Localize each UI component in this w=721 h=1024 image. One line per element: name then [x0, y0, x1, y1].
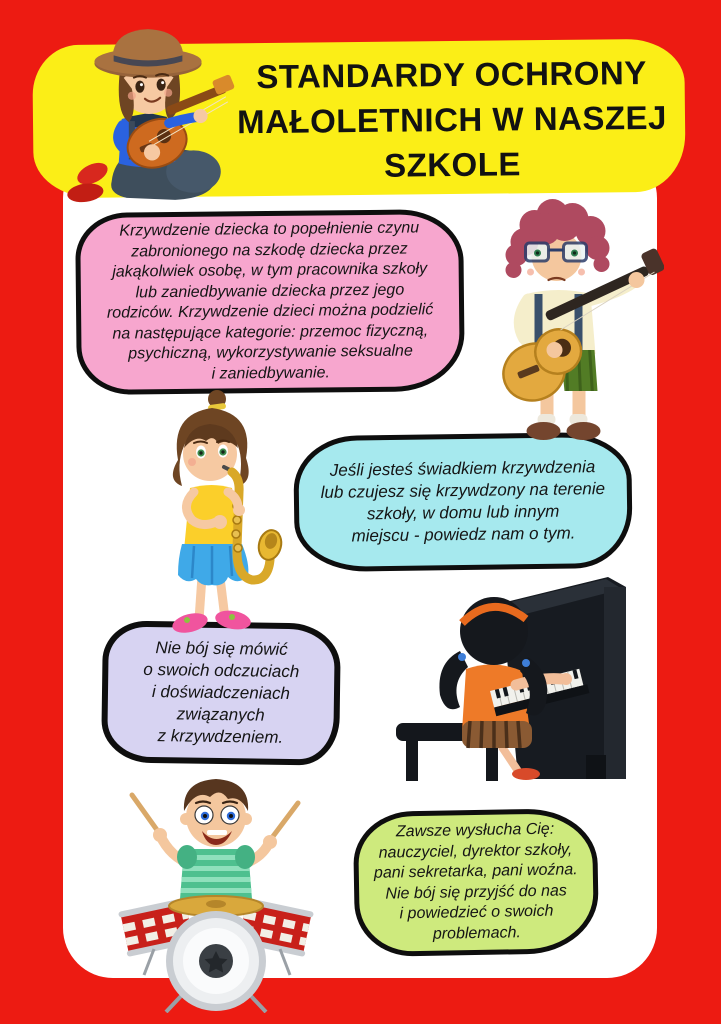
poster-title: STANDARDY OCHRONY MAŁOLETNICH W NASZEJ SZKOLE: [236, 53, 668, 184]
support-bubble: [353, 808, 599, 957]
guitar-boy-illustration: [468, 192, 664, 442]
sax-girl-drawing: [120, 388, 292, 636]
definition-bubble: [75, 209, 465, 395]
guitar-boy-drawing: [468, 192, 664, 442]
feelings-bubble-text: Nie bój się mówić o swoich odczuciach i doświadczeniach związanych z krzywdzeniem.: [143, 638, 300, 747]
definition-bubble-text: Krzywdzenie dziecka to popełnienie czynu zabronionego na szkodę dziecka przez jakąkolwiek osobę, w tym pracownika szkoły lub zaniedbywanie dziecka przez jego rodziców. Krzywdzenie dzieci można podzielić na następujące kategorie: przemoc fizyczną, psychiczną, wykorzystywanie seksualne i zaniedbywanie.: [106, 219, 434, 383]
witness-bubble: [293, 432, 633, 573]
support-bubble-text: Zawsze wysłucha Cię: nauczyciel, dyrektor szkoły, pani sekretarka, pani woźna. Nie bój się przyjść do nas i powiedzieć o swoich problemach.: [373, 820, 578, 943]
drummer-boy-illustration: [110, 765, 322, 1013]
ukulele-girl-illustration: [56, 20, 238, 212]
piano-girl-drawing: [388, 573, 632, 791]
ukulele-girl-drawing: [56, 20, 238, 212]
feelings-bubble: [101, 620, 341, 765]
sax-girl-illustration: [120, 388, 292, 636]
witness-bubble-text: Jeśli jesteś świadkiem krzywdzenia lub czujesz się krzywdzony na terenie szkoły, w domu lub innym miejscu - powiedz nam o tym.: [320, 457, 606, 546]
piano-girl-illustration: [388, 573, 632, 791]
drummer-boy-drawing: [110, 765, 322, 1013]
